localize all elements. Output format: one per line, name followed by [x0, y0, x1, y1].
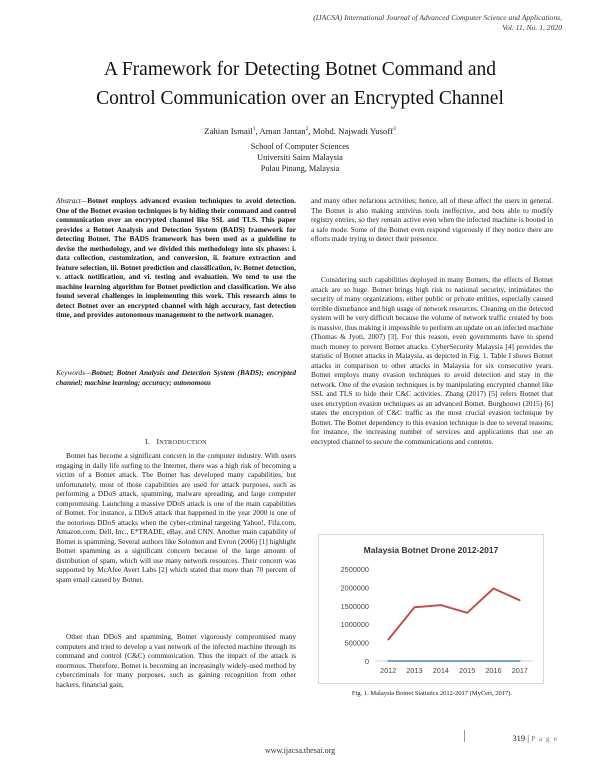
author-list: [100, 126, 500, 136]
y-tick-label: 0: [364, 657, 369, 666]
data-point: [414, 607, 416, 609]
journal-volume: Vol. 11, No. 1, 2020: [502, 22, 562, 32]
intro-paragraph-2: [56, 632, 296, 689]
abstract: [56, 196, 296, 320]
series-line-1: [388, 589, 520, 640]
x-tick-label: 2015: [459, 666, 476, 675]
right-paragraph-2: [311, 275, 553, 446]
keywords-text: Botnet; Botnet Analysis and Detection System (BADS); encrypted channel; machine learning; accuracy; autonomous: [56, 368, 296, 387]
paragraph-text: Botnet has become a significant concern in the computer industry. With users engaging in daily life surfing to the Internet, there was a high risk of becoming a victim of a Botnet attack. The Botnet has developed many capabilities, but unfortunately, most of those capabilities are used for attack purposes, such as performing a DDoS attack, spamming, malware spreading, and large computer compromising. Launching a massive DDoS attack is one of the main capabilities of Botnet. For instance, a DDoS attack that happened in the year 2000 is one of the notorious DDoS attacks when the cyber-criminal targeting Yahoo!, Fifa.com, Amazon.com, Dell, Inc., E*TRADE, eBay, and CNN. Another main capability of Botnet is spamming. Several authors like Solomon and Evron (2006) [1] highlight Botnet spamming as a significant concern because of the large amount of distribution of spam, which will use many network resources. Their concern was supported by McAfee Avert Labs [2] which stated that more than 70 percent of spam email caused by Botnet.: [56, 451, 296, 584]
section-heading-introduction: [56, 437, 296, 446]
keywords-label: Keywords—: [56, 368, 92, 377]
x-tick-label: 2014: [432, 666, 449, 675]
paper-title-line-2: Control Communication over an Encrypted Channel: [96, 88, 504, 109]
chart-title: Malaysia Botnet Drone 2012-2017: [363, 545, 499, 555]
figure-caption: Fig. 1. Malaysia Botnet Statistics 2012-2017 (MyCert, 2017).: [351, 690, 513, 697]
data-point: [466, 660, 468, 662]
page-number: [478, 733, 558, 743]
paragraph-text: Other than DDoS and spamming, Botnet vigorously compromised many computers and tried to develop a vast network of the infected machine through its command and control (C&C) communication. Thus the impact of the attack is enormous. Therefore, Botnet is becoming an increasingly widely-used method by cybercriminals for many purposes, such as gaining recognition from other hackers, financial gain,: [56, 632, 296, 689]
data-point: [519, 600, 521, 602]
data-point: [493, 660, 495, 662]
data-point: [466, 612, 468, 614]
x-tick-label: 2017: [511, 666, 528, 675]
data-point: [387, 639, 389, 641]
page-number-divider: [464, 730, 465, 742]
x-tick-label: 2013: [406, 666, 423, 675]
author-separator: ,: [255, 126, 260, 136]
x-tick-label: 2012: [380, 666, 397, 675]
page-number-value: 319: [512, 733, 526, 743]
affiliation-location: Pulau Pinang, Malaysia: [260, 164, 340, 173]
y-tick-label: 500000: [344, 638, 369, 648]
chart-svg: [319, 535, 543, 683]
author-2: Aman Jantan: [259, 126, 306, 136]
abstract-text: Botnet employs advanced evasion techniques to avoid detection. One of the Botnet evasion techniques is by hiding their command and control communication over an encrypted channel like SSL and TLS. This paper provides a Botnet Analysis and Detection System (BADS) framework for detecting Botnet. The BADS framework has been used as a guideline to devise the methodology, and we divided this methodology into six phases: i. data collection, customization, and conversion, ii. feature extraction and feature selection, iii. Botnet prediction and classification, iv. Botnet detection, v. attack notification, and vi. testing and evaluation. We tend to use the machine learning algorithm for Botnet prediction and classification. We also found several challenges in implementing this work. This research aims to detect Botnet over an encrypted channel with high accuracy, fast detection time, and provides autonomous management to the network manager.: [56, 196, 296, 319]
footer-url: www.ijacsa.thesai.org: [264, 746, 336, 755]
data-point: [440, 660, 442, 662]
section-title-initial: I: [156, 437, 160, 446]
journal-header: [162, 13, 562, 32]
data-point: [519, 660, 521, 662]
intro-paragraph-1: [56, 451, 296, 584]
affiliation-university: Universiti Sains Malaysia: [257, 153, 343, 162]
y-tick-label: 2000000: [340, 583, 369, 593]
author-3: Mohd. Najwadi Yusoff: [312, 126, 394, 136]
keywords: [56, 368, 296, 387]
page-number-separator: |: [525, 733, 532, 743]
y-tick-label: 1500000: [340, 601, 369, 611]
abstract-label: Abstract—: [56, 196, 88, 205]
section-title-rest: NTRODUCTION: [159, 439, 207, 446]
journal-name: (IJACSA) International Journal of Advanced Computer Science and Applications,: [313, 13, 562, 22]
right-paragraph-1: [311, 196, 553, 244]
paragraph-text: Considering such capabilities deployed in many Botnets, the effects of Botnet attack are so huge. Botnet brings high risk to national security, intimidates the security of many organizations, either public or private entities, especially caused terrible disturbance and high usage of network resources. Cleaning on the detected system will be very difficult because the volume of network traffic created by bots is massive, thus making it impossible to perform an update on an infected machine (Thomas & Jyoti, 2007) [3]. For this reason, even governments have to spend much money to prevent Botnet attacks. CyberSecurity Malaysia [4] provides the statistic of Botnet attacks in Malaysia, as depicted in Fig. 1. Table I shows Botnet attacks in comparison to other attacks in Malaysia for six consecutive years. Botnet employs many evasion techniques to avoid detection and stay in the network. One of the evasion techniques is by manipulating encrypted channel like SSL and TLS to hide their C&C activities. Zhang (2017) [5] refers Botnet that uses encryption evasion techniques as an advanced Botnet. Burghouwt (2015) [6] states the encryption of C&C traffic as the most crucial evasion technique by Botnet. The Botnet dependency to this evasion technique is due to several reasons; for instance, the increasing number of services and applications that use an encrypted channel to secure the communications and contents.: [311, 275, 553, 446]
y-tick-label: 2500000: [340, 565, 369, 574]
author-1: Zahian Ismail: [204, 126, 253, 136]
page-label: P a g e: [531, 734, 558, 743]
paragraph-text: and many other nefarious activities; hence, all of these affect the users in general. The Botnet is also making antivirus tools ineffective, and bots able to modify registry entries, so they remain active even when the infected machine is booted in a safe mode. Some of the Botnet even respond vigorously if they notice there are efforts made trying to detect their presence.: [311, 196, 553, 243]
data-point: [414, 660, 416, 662]
affiliation-school: School of Computer Sciences: [250, 142, 350, 151]
x-tick-label: 2016: [485, 666, 502, 675]
paper-title-line-1: A Framework for Detecting Botnet Command and: [103, 59, 497, 80]
data-point: [440, 604, 442, 606]
data-point: [493, 588, 495, 590]
author-2-affil: 2: [305, 126, 309, 133]
section-number: I.: [145, 437, 150, 446]
author-1-affil: 1: [252, 126, 256, 133]
botnet-chart: [318, 534, 544, 684]
author-separator: ,: [308, 126, 313, 136]
author-3-affil: 3: [393, 126, 396, 133]
data-point: [387, 660, 389, 662]
y-tick-label: 1000000: [340, 620, 369, 630]
